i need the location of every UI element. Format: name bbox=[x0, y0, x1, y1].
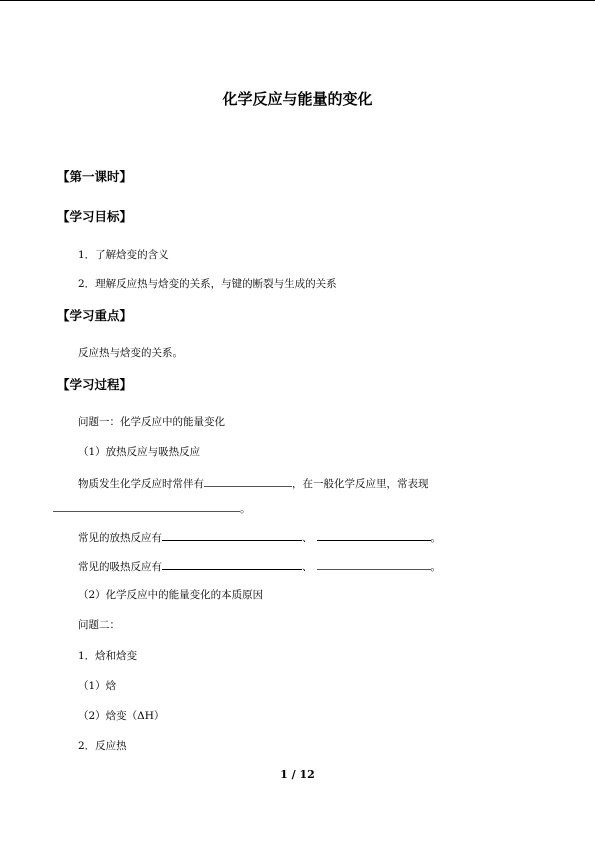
question-2-item-1b: （2）焓变（ΔH） bbox=[78, 710, 165, 722]
blank-field-1[interactable] bbox=[204, 474, 292, 487]
question-2-item-2: 2．反应热 bbox=[78, 740, 127, 752]
endothermic-line bbox=[78, 557, 441, 574]
fill-line-a bbox=[78, 474, 429, 491]
question-1-sub-1: （1）放热反应与吸热反应 bbox=[78, 446, 201, 458]
fill-line-a-cont bbox=[53, 499, 251, 516]
heading-lesson: 【第一课时】 bbox=[57, 169, 133, 184]
question-1: 问题一：化学反应中的能量变化 bbox=[78, 416, 225, 428]
exothermic-sep: 、 bbox=[302, 532, 313, 544]
endothermic-end: 。 bbox=[430, 561, 441, 573]
blank-field-3[interactable] bbox=[162, 528, 302, 541]
top-rule bbox=[0, 0, 595, 1]
key-point-text: 反应热与焓变的关系。 bbox=[78, 347, 183, 359]
endothermic-prefix: 常见的吸热反应有 bbox=[78, 561, 162, 573]
objective-item-2: 2．理解反应热与焓变的关系，与键的断裂与生成的关系 bbox=[78, 278, 337, 290]
blank-field-6[interactable] bbox=[317, 557, 431, 570]
question-1-sub-2: （2）化学反应中的能量变化的本质原因 bbox=[78, 589, 264, 601]
page-title: 化学反应与能量的变化 bbox=[222, 90, 373, 108]
heading-objectives: 【学习目标】 bbox=[57, 209, 133, 224]
objective-item-1: 1．了解焓变的含义 bbox=[78, 249, 169, 261]
question-2: 问题二： bbox=[78, 619, 120, 631]
endothermic-sep: 、 bbox=[302, 561, 313, 573]
heading-key-points: 【学习重点】 bbox=[57, 308, 133, 323]
fill-line-a-prefix: 物质发生化学反应时常伴有 bbox=[78, 478, 204, 490]
question-2-item-1a: （1）焓 bbox=[78, 680, 117, 692]
question-2-item-1: 1．焓和焓变 bbox=[78, 650, 138, 662]
page-number: 1 / 12 bbox=[280, 768, 315, 781]
fill-line-a-mid: ，在一般化学反应里，常表现 bbox=[292, 478, 429, 490]
exothermic-line bbox=[78, 528, 441, 545]
blank-field-5[interactable] bbox=[162, 557, 302, 570]
exothermic-end: 。 bbox=[430, 532, 441, 544]
fill-line-a-end: 。 bbox=[240, 503, 251, 515]
blank-field-4[interactable] bbox=[317, 528, 431, 541]
blank-field-2[interactable] bbox=[53, 499, 240, 512]
heading-process: 【学习过程】 bbox=[57, 377, 133, 392]
exothermic-prefix: 常见的放热反应有 bbox=[78, 532, 162, 544]
